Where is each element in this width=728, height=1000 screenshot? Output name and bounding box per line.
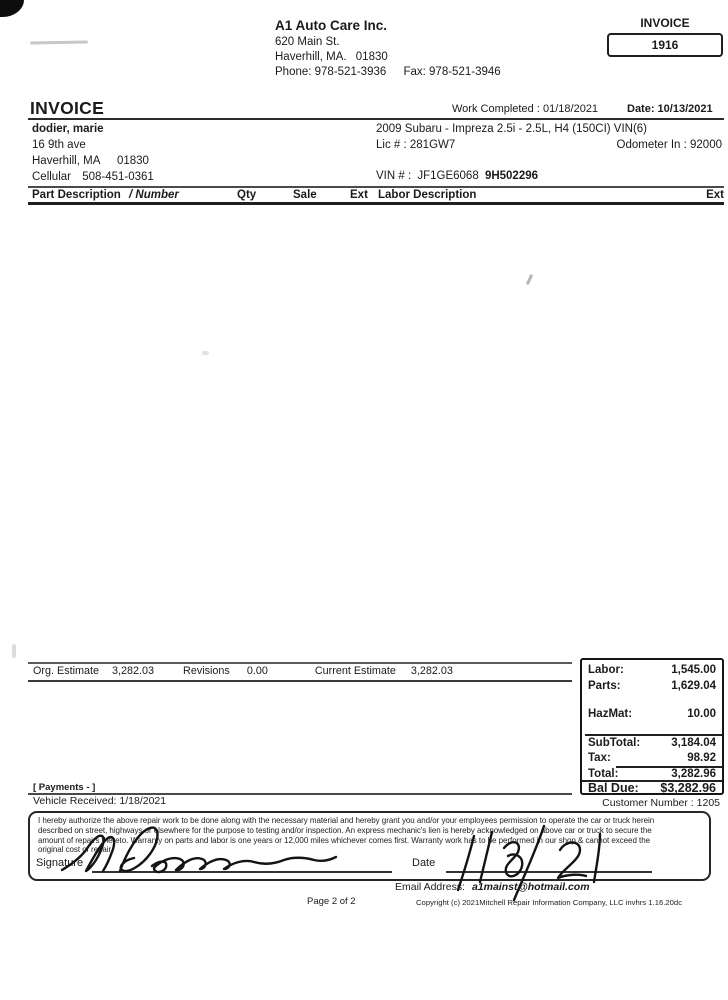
- col-qty: Qty: [237, 189, 257, 201]
- labor-value: 1,545.00: [671, 664, 716, 676]
- scan-smudge: [30, 40, 88, 44]
- labor-label: Labor:: [588, 664, 624, 676]
- invoice-number-box: [607, 33, 723, 57]
- authorization-line3: amount of repairs thereto. Warranty on parts and labor is one years or 12,000 miles whichever comes first. Warranty work has to be performed in our shop & cannot exceed the: [38, 835, 650, 845]
- authorization-line2: described on street, highways or elsewhere for the purpose to testing and/or inspection. An express mechanic's lien is hereby acknowledged on above car or truck to secure the: [38, 825, 652, 835]
- divider: [28, 680, 572, 682]
- divider: [28, 186, 724, 188]
- col-labor-description: Labor Description: [378, 189, 477, 201]
- vehicle-odometer: Odometer In : 92000: [616, 139, 722, 151]
- invoice-box-label: INVOICE: [640, 16, 690, 30]
- signature-label: Signature: [36, 857, 84, 869]
- total-label: Total:: [588, 768, 619, 780]
- page-number: Page 2 of 2: [307, 896, 356, 907]
- tax-value: 98.92: [687, 752, 716, 764]
- customer-zip: 01830: [116, 155, 149, 167]
- work-completed-label: Work Completed :: [452, 103, 540, 115]
- scan-smudge: [12, 644, 16, 658]
- shop-zip: 01830: [355, 51, 388, 63]
- parts-value: 1,629.04: [671, 680, 716, 692]
- shop-fax: Fax: 978-521-3946: [403, 66, 501, 78]
- vehicle-received: Vehicle Received: 1/18/2021: [33, 795, 167, 807]
- shop-street: 620 Main St.: [275, 36, 340, 48]
- totals-box: [580, 658, 724, 795]
- subtotal-value: 3,184.04: [671, 737, 716, 749]
- current-estimate-value: 3,282.03: [410, 665, 453, 677]
- col-part-number: / Number: [129, 189, 179, 201]
- divider: [28, 118, 724, 120]
- copyright: Copyright (c) 2021Mitchell Repair Information Company, LLC invhrs 1.16.20dc: [416, 898, 683, 907]
- invoice-date: Date: 10/13/2021: [627, 103, 713, 115]
- parts-label: Parts:: [588, 680, 621, 692]
- col-sale: Sale: [293, 189, 317, 201]
- col-ext: Ext: [350, 189, 368, 201]
- customer-street: 16 9th ave: [32, 139, 86, 151]
- bal-due-value: $3,282.96: [660, 781, 716, 795]
- table-header-rule: [28, 202, 724, 205]
- handwritten-signature: [58, 824, 358, 876]
- revisions-value: 0.00: [246, 665, 268, 677]
- vehicle-license: Lic # : 281GW7: [376, 139, 456, 151]
- customer-cellular-label: Cellular: [32, 171, 71, 183]
- revisions-label: Revisions: [183, 665, 230, 677]
- shop-city: Haverhill, MA.: [275, 51, 347, 63]
- bal-due-label: Bal Due:: [588, 781, 639, 795]
- date-label: Date: [412, 857, 436, 869]
- subtotal-label: SubTotal:: [588, 737, 641, 749]
- totals-divider: [585, 734, 722, 736]
- vehicle-vin-value-bold: 9H502296: [484, 170, 539, 182]
- payments-label: [ Payments - ]: [33, 782, 96, 793]
- customer-city: Haverhill, MA: [32, 155, 100, 167]
- authorization-line4: original cost of repair: [38, 845, 112, 855]
- hazmat-value: 10.00: [687, 708, 716, 720]
- email-value: a1mainst@hotmail.com: [471, 881, 590, 893]
- org-estimate-label: Org. Estimate: [33, 665, 99, 677]
- divider: [28, 662, 572, 664]
- current-estimate-label: Current Estimate: [314, 665, 396, 677]
- vehicle-vin-value: JF1GE6068: [417, 170, 479, 182]
- vehicle-description: 2009 Subaru - Impreza 2.5i - 2.5L, H4 (150CI) VIN(6): [376, 123, 648, 135]
- hazmat-label: HazMat:: [588, 708, 633, 720]
- customer-name: dodier, marie: [32, 123, 104, 135]
- col-part-description: Part Description: [32, 189, 121, 201]
- work-completed-value: 01/18/2021: [543, 103, 599, 115]
- customer-cellular-value: 508-451-0361: [82, 171, 154, 183]
- vehicle-vin-label: VIN # :: [376, 170, 412, 182]
- scan-smudge: [202, 351, 209, 355]
- col-ext-labor: Ext: [706, 189, 724, 201]
- scan-smudge: [526, 274, 533, 285]
- page-title: INVOICE: [30, 98, 105, 118]
- total-value: 3,282.96: [671, 768, 716, 780]
- tax-label: Tax:: [588, 752, 611, 764]
- customer-number: Customer Number : 1205: [602, 797, 720, 809]
- scan-corner-artifact: [0, 0, 24, 17]
- email-label: Email Address:: [395, 881, 466, 893]
- authorization-line1: I hereby authorize the above repair work to be done along with the necessary material and hereby grant you and/or your employees permission to operate the car or truck herein: [38, 816, 655, 825]
- invoice-number: 1916: [651, 38, 679, 52]
- org-estimate-value: 3,282.03: [112, 665, 155, 677]
- shop-phone: Phone: 978-521-3936: [275, 66, 387, 78]
- shop-name: A1 Auto Care Inc.: [275, 18, 388, 33]
